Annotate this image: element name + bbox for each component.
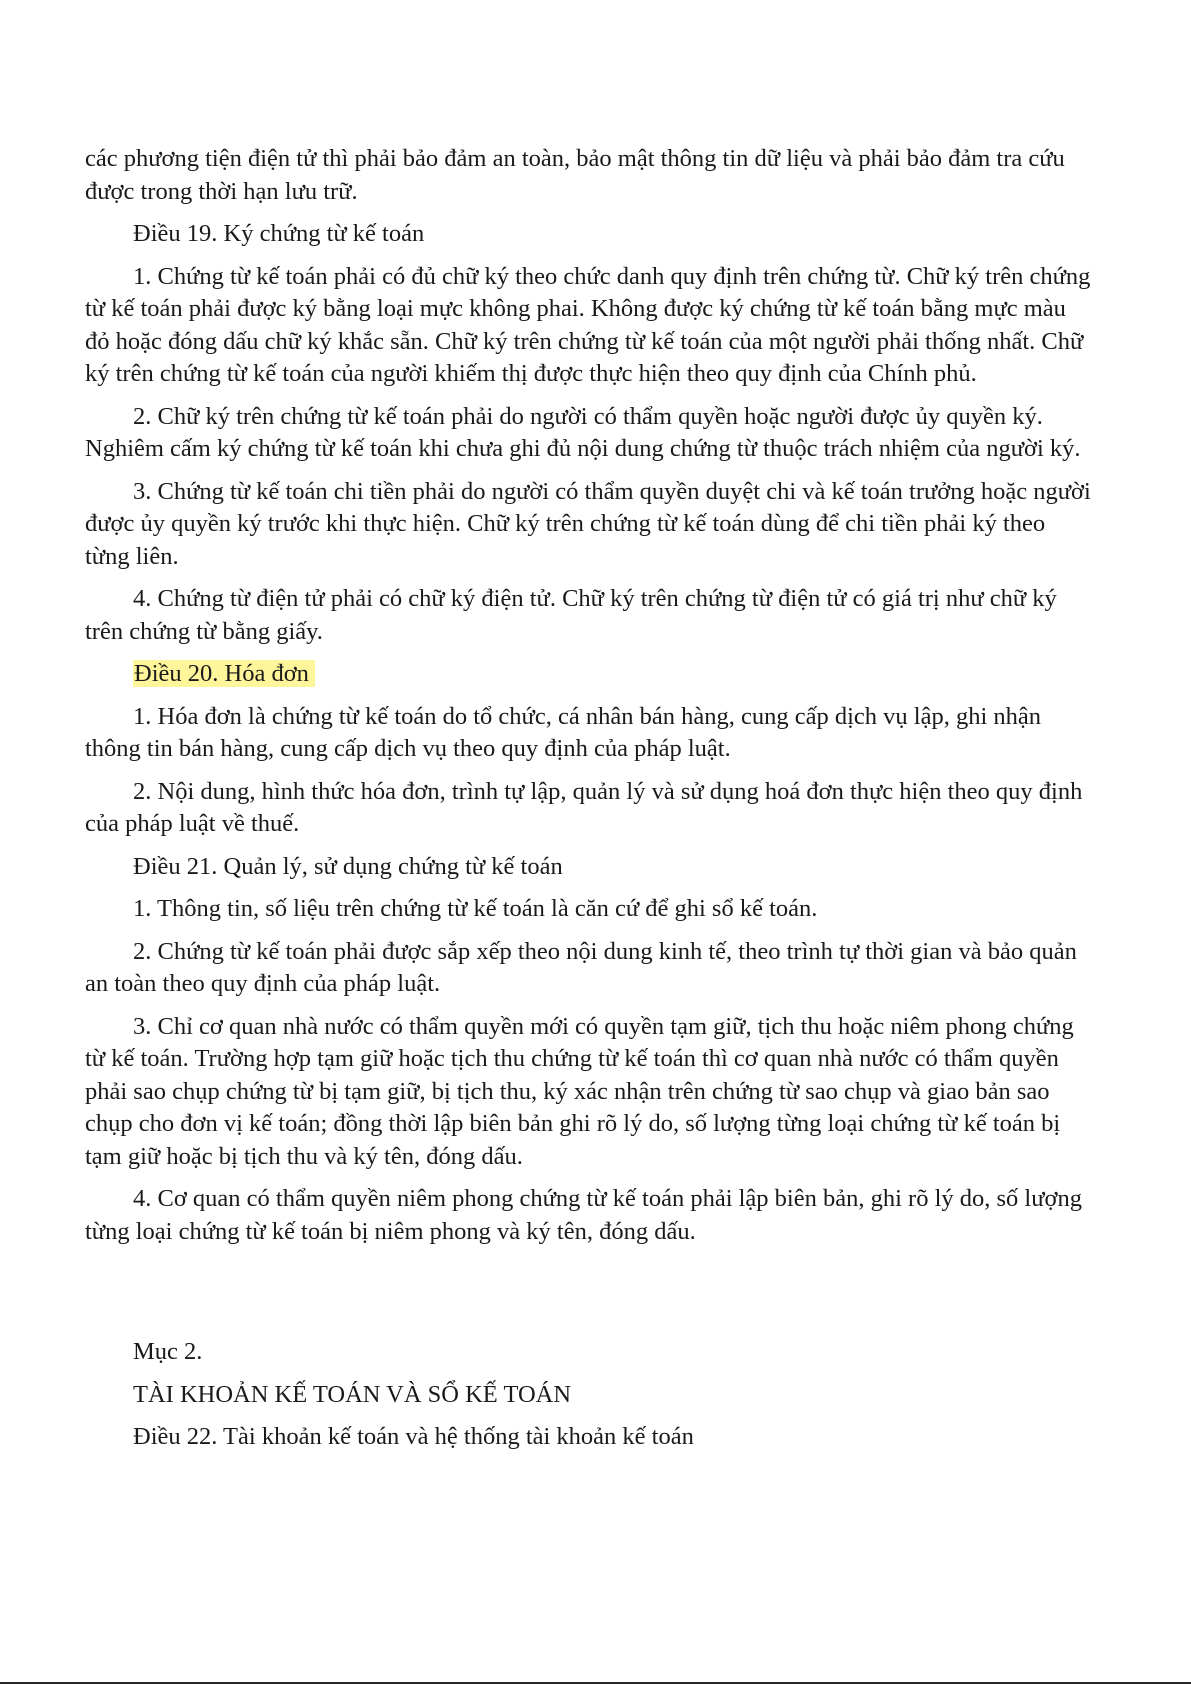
article-22-heading: Điều 22. Tài khoản kế toán và hệ thống tài khoản kế toán bbox=[133, 1423, 694, 1450]
document-body bbox=[85, 143, 1095, 1464]
article-19-clause-4: 4. Chứng từ điện tử phải có chữ ký điện tử. Chữ ký trên chứng từ điện tử có giá trị như chữ ký trên chứng từ bằng giấy. bbox=[85, 585, 1057, 645]
article-21-clause-1: 1. Thông tin, số liệu trên chứng từ kế toán là căn cứ để ghi sổ kế toán. bbox=[133, 895, 818, 922]
article-20-clause-2: 2. Nội dung, hình thức hóa đơn, trình tự lập, quản lý và sử dụng hoá đơn thực hiện theo quy định của pháp luật về thuế. bbox=[85, 777, 1083, 837]
article-19-clause-1: 1. Chứng từ kế toán phải có đủ chữ ký theo chức danh quy định trên chứng từ. Chữ ký trên chứng từ kế toán phải được ký bằng loại mực không phai. Không được ký chứng từ kế toán bằng mực màu đỏ hoặc đóng dấu chữ ký khắc sẵn. Chữ ký trên chứng từ kế toán của một người phải thống nhất. Chữ ký trên chứng từ kế toán của người khiếm thị được thực hiện theo quy định của Chính phủ. bbox=[85, 262, 1091, 387]
article-19-clause-2: 2. Chữ ký trên chứng từ kế toán phải do người có thẩm quyền hoặc người được ủy quyền ký. Nghiêm cấm ký chứng từ kế toán khi chưa ghi đủ nội dung chứng từ thuộc trách nhiệm của người ký. bbox=[85, 402, 1081, 462]
article-20-heading-highlighted: Điều 20. Hóa đơn bbox=[133, 660, 315, 687]
article-19-clause-3: 3. Chứng từ kế toán chi tiền phải do người có thẩm quyền duyệt chi và kế toán trưởng hoặc người được ủy quyền ký trước khi thực hiện. Chữ ký trên chứng từ kế toán dùng để chi tiền phải ký theo từng liên. bbox=[85, 477, 1091, 570]
paragraph-continuation: các phương tiện điện tử thì phải bảo đảm an toàn, bảo mật thông tin dữ liệu và phải bảo đảm tra cứu được trong thời hạn lưu trữ. bbox=[85, 145, 1065, 205]
section-number: Mục 2. bbox=[133, 1338, 203, 1365]
article-20-clause-1: 1. Hóa đơn là chứng từ kế toán do tổ chức, cá nhân bán hàng, cung cấp dịch vụ lập, ghi nhận thông tin bán hàng, cung cấp dịch vụ theo quy định của pháp luật. bbox=[85, 702, 1041, 762]
article-21-clause-3: 3. Chỉ cơ quan nhà nước có thẩm quyền mới có quyền tạm giữ, tịch thu hoặc niêm phong chứng từ kế toán. Trường hợp tạm giữ hoặc tịch thu chứng từ kế toán thì cơ quan nhà nước có thẩm quyền phải sao chụp chứng từ bị tạm giữ, bị tịch thu, ký xác nhận trên chứng từ sao chụp và giao bản sao chụp cho đơn vị kế toán; đồng thời lập biên bản ghi rõ lý do, số lượng từng loại chứng từ kế toán bị tạm giữ hoặc bị tịch thu và ký tên, đóng dấu. bbox=[85, 1012, 1074, 1170]
section-spacer bbox=[85, 1258, 1095, 1336]
section-title: TÀI KHOẢN KẾ TOÁN VÀ SỔ KẾ TOÁN bbox=[133, 1380, 572, 1408]
article-20-heading-wrapper bbox=[85, 658, 1095, 691]
article-19-heading: Điều 19. Ký chứng từ kế toán bbox=[133, 220, 425, 247]
page-bottom-rule bbox=[0, 1682, 1191, 1684]
article-21-clause-2: 2. Chứng từ kế toán phải được sắp xếp theo nội dung kinh tế, theo trình tự thời gian và bảo quản an toàn theo quy định của pháp luật. bbox=[85, 937, 1077, 997]
article-21-clause-4: 4. Cơ quan có thẩm quyền niêm phong chứng từ kế toán phải lập biên bản, ghi rõ lý do, số lượng từng loại chứng từ kế toán bị niêm phong và ký tên, đóng dấu. bbox=[85, 1185, 1082, 1245]
article-21-heading: Điều 21. Quản lý, sử dụng chứng từ kế toán bbox=[133, 852, 563, 880]
